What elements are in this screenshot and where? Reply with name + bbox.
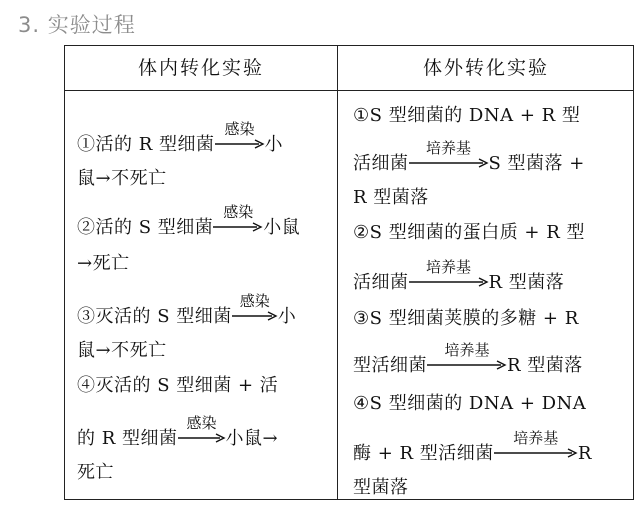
table-header-row [65, 46, 633, 91]
in-vivo-exp3-line1: ③灭活的 S 型细菌 感染 小 [77, 292, 297, 327]
arrow-culture-medium: 培养基 [409, 276, 489, 288]
in-vitro-exp3-line2: 型活细菌 培养基 R 型菌落 [353, 341, 583, 376]
experiment-table [64, 45, 634, 500]
in-vivo-exp1-line1: ①活的 R 型细菌 感染 小 [77, 120, 283, 155]
in-vitro-exp4-line2: 酶 + R 型活细菌 培养基 R [353, 429, 592, 464]
in-vivo-exp4-line3: 死亡 [77, 462, 114, 483]
in-vivo-exp4-line2: 的 R 型细菌 感染 小鼠→ [77, 414, 279, 449]
in-vitro-exp4-line1: ④S 型细菌的 DNA + DNA [353, 393, 587, 414]
arrow-infect: 感染 [213, 221, 263, 233]
arrow-culture-medium: 培养基 [409, 157, 489, 169]
in-vitro-exp1-line3: R 型菌落 [353, 187, 429, 208]
header-in-vivo: 体内转化实验 [137, 57, 264, 79]
in-vivo-exp2-line2: →死亡 [77, 253, 130, 274]
arrow-infect: 感染 [215, 138, 265, 150]
section-title: 3. 实验过程 [18, 13, 136, 37]
in-vivo-exp1-line2: 鼠→不死亡 [77, 168, 167, 189]
in-vitro-exp1-line2: 活细菌 培养基 S 型菌落 + [353, 139, 585, 174]
in-vivo-exp2-line1: ②活的 S 型细菌 感染 小鼠 [77, 203, 301, 238]
in-vivo-exp4-line1: ④灭活的 S 型细菌 + 活 [77, 375, 279, 396]
column-divider [337, 46, 338, 499]
arrow-culture-medium: 培养基 [427, 359, 507, 371]
header-in-vitro: 体外转化实验 [422, 57, 549, 79]
arrow-infect: 感染 [232, 310, 278, 322]
in-vitro-exp4-line3: 型菌落 [353, 477, 409, 498]
in-vivo-exp3-line2: 鼠→不死亡 [77, 340, 167, 361]
arrow-infect: 感染 [178, 432, 226, 444]
arrow-culture-medium: 培养基 [494, 447, 578, 459]
in-vitro-exp2-line1: ②S 型细菌的蛋白质 + R 型 [353, 222, 585, 243]
in-vitro-exp1-line1: ①S 型细菌的 DNA + R 型 [353, 105, 581, 126]
in-vitro-exp2-line2: 活细菌 培养基 R 型菌落 [353, 258, 565, 293]
in-vitro-exp3-line1: ③S 型细菌荚膜的多糖 + R [353, 308, 579, 329]
